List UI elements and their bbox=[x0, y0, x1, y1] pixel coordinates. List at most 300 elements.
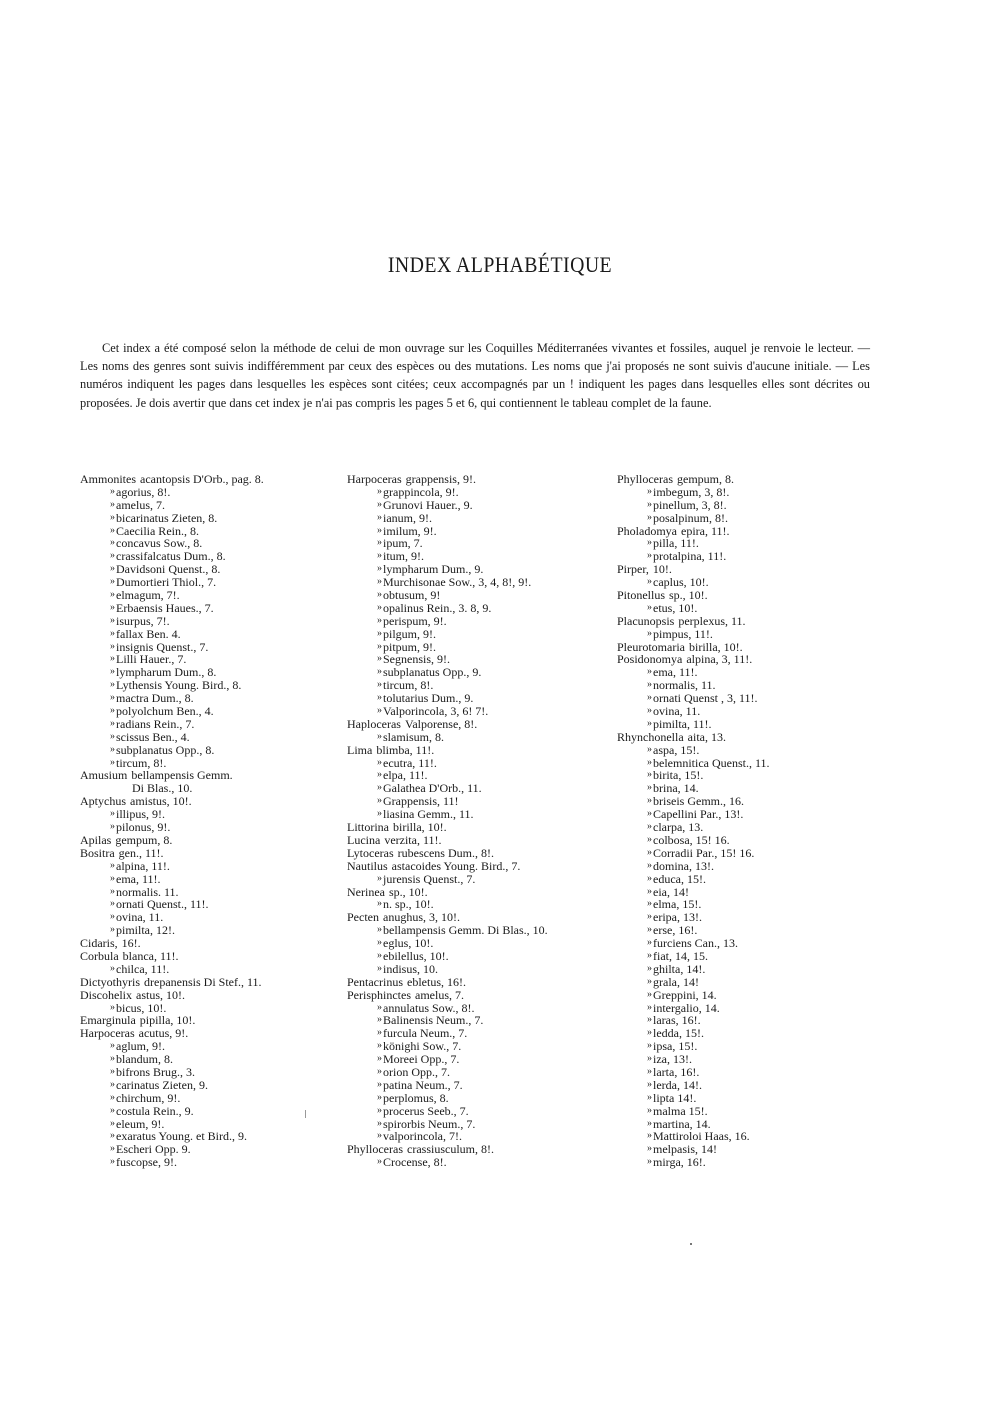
print-speck bbox=[305, 1110, 306, 1118]
ditto-mark: » bbox=[110, 614, 115, 626]
species-text: indisus, 10. bbox=[383, 961, 439, 976]
species-text: carinatus Zieten, 9. bbox=[116, 1077, 208, 1092]
species-text: grappensis, 9!. bbox=[405, 472, 476, 486]
species-text: ianum, 9!. bbox=[383, 510, 432, 525]
ditto-mark: » bbox=[647, 962, 652, 974]
genus-name: Pholadomya bbox=[617, 523, 677, 538]
species-text: erse, 16!. bbox=[653, 923, 698, 938]
ditto-mark: » bbox=[377, 1014, 382, 1026]
ditto-mark: » bbox=[110, 1130, 115, 1142]
ditto-mark: » bbox=[647, 1065, 652, 1077]
species-text: amistus, 10!. bbox=[130, 794, 192, 809]
genus-name: Lucina bbox=[347, 832, 381, 847]
ditto-mark: » bbox=[110, 717, 115, 729]
ditto-mark: » bbox=[647, 537, 652, 549]
ditto-mark: » bbox=[377, 627, 382, 639]
ditto-mark: » bbox=[110, 576, 115, 588]
species-text: Capellini Par., 13!. bbox=[653, 807, 744, 822]
index-entry bbox=[80, 757, 345, 770]
species-text: perispum, 9!. bbox=[383, 613, 447, 628]
genus-name: Dictyothyris bbox=[80, 974, 140, 989]
ditto-mark: » bbox=[647, 485, 652, 497]
species-text: eglus, 10!. bbox=[383, 936, 434, 951]
ditto-mark: » bbox=[110, 1065, 115, 1077]
ditto-mark: » bbox=[647, 1014, 652, 1026]
species-text: brina, 14. bbox=[653, 781, 699, 796]
ditto-mark: » bbox=[647, 782, 652, 794]
genus-name: Perisphinctes bbox=[347, 987, 411, 1002]
species-text: eripa, 13!. bbox=[653, 910, 702, 925]
species-text: mirga, 16!. bbox=[653, 1155, 706, 1170]
species-text: Lilli Hauer., 7. bbox=[116, 652, 187, 667]
species-text: spirorbis Neum., 7. bbox=[383, 1116, 476, 1131]
species-text: perplexus, 11. bbox=[678, 613, 746, 628]
species-text: lympharum Dum., 9. bbox=[383, 562, 484, 577]
species-text: pimilta, 11!. bbox=[653, 716, 712, 731]
species-text: birita, 15!. bbox=[653, 768, 704, 783]
index-entry bbox=[347, 1130, 615, 1143]
index-entry bbox=[617, 602, 887, 615]
species-text: polyolchum Ben., 4. bbox=[116, 704, 214, 719]
genus-name: Harpoceras bbox=[347, 472, 402, 486]
ditto-mark: » bbox=[377, 1040, 382, 1052]
ditto-mark: » bbox=[647, 666, 652, 678]
genus-name: Emarginula bbox=[80, 1013, 136, 1028]
species-text: pilgum, 9!. bbox=[383, 626, 436, 641]
ditto-mark: » bbox=[110, 601, 115, 613]
genus-name: Haploceras bbox=[347, 716, 401, 731]
ditto-mark: » bbox=[647, 846, 652, 858]
ditto-mark: » bbox=[647, 679, 652, 691]
genus-name: Posidonomya bbox=[617, 652, 683, 667]
ditto-mark: » bbox=[110, 1040, 115, 1052]
index-entry bbox=[80, 963, 345, 976]
index-entry bbox=[617, 512, 887, 525]
species-text: agorius, 8!. bbox=[116, 484, 171, 499]
ditto-mark: » bbox=[377, 653, 382, 665]
ditto-mark: » bbox=[377, 537, 382, 549]
index-entry bbox=[617, 550, 887, 563]
species-text: scissus Ben., 4. bbox=[116, 729, 190, 744]
species-text: Murchisonae Sow., 3, 4, 8!, 9!. bbox=[383, 575, 532, 590]
ditto-mark: » bbox=[647, 885, 652, 897]
species-text: bellampensis Gemm. Di Blas., 10. bbox=[383, 923, 548, 938]
species-text: astacoides Young. Bird., 7. bbox=[391, 858, 521, 873]
species-text: aita, 13. bbox=[687, 729, 726, 744]
ditto-mark: » bbox=[377, 705, 382, 717]
genus-name: Rhynchonella bbox=[617, 729, 684, 744]
ditto-mark: » bbox=[377, 1027, 382, 1039]
species-text: larta, 16!. bbox=[653, 1064, 700, 1079]
ditto-mark: » bbox=[377, 550, 382, 562]
ditto-mark: » bbox=[647, 498, 652, 510]
species-text: liasina Gemm., 11. bbox=[383, 807, 474, 822]
species-text: ebletus, 16!. bbox=[407, 974, 466, 989]
species-text: tolutarius Dum., 9. bbox=[383, 691, 474, 706]
species-text: belemnitica Quenst., 11. bbox=[653, 755, 770, 770]
index-entry bbox=[80, 924, 345, 937]
index-entry bbox=[347, 873, 615, 886]
species-text: acutus, 9!. bbox=[138, 1026, 189, 1041]
ditto-mark: » bbox=[110, 537, 115, 549]
species-text: ornati Quenst , 3, 11!. bbox=[653, 691, 758, 706]
ditto-mark: » bbox=[110, 679, 115, 691]
ditto-mark: » bbox=[110, 743, 115, 755]
ditto-mark: » bbox=[377, 601, 382, 613]
ditto-mark: » bbox=[647, 949, 652, 961]
species-text: ema, 11!. bbox=[653, 665, 698, 680]
ditto-mark: » bbox=[110, 1143, 115, 1155]
species-text: malma 15!. bbox=[653, 1103, 708, 1118]
ditto-mark: » bbox=[647, 821, 652, 833]
species-text: imbegum, 3, 8!. bbox=[653, 484, 730, 499]
species-text: grala, 14! bbox=[653, 974, 699, 989]
ditto-mark: » bbox=[377, 1053, 382, 1065]
species-text: procerus Seeb., 7. bbox=[383, 1103, 469, 1118]
ditto-mark: » bbox=[377, 679, 382, 691]
ditto-mark: » bbox=[110, 808, 115, 820]
species-text: pilla, 11!. bbox=[653, 536, 699, 551]
species-text: imilum, 9!. bbox=[383, 523, 437, 538]
ditto-mark: » bbox=[110, 962, 115, 974]
species-text: martina, 14. bbox=[653, 1116, 711, 1131]
species-text: obtusum, 9! bbox=[383, 588, 441, 603]
species-text: Lythensis Young. Bird., 8. bbox=[116, 678, 242, 693]
ditto-mark: » bbox=[110, 627, 115, 639]
species-text: jurensis Quenst., 7. bbox=[383, 871, 476, 886]
species-text: eleum, 9!. bbox=[116, 1116, 165, 1131]
ditto-mark: » bbox=[647, 743, 652, 755]
species-text: birilla, 10!. bbox=[393, 820, 447, 835]
ditto-mark: » bbox=[377, 795, 382, 807]
genus-name: Pecten bbox=[347, 910, 379, 925]
ditto-mark: » bbox=[110, 653, 115, 665]
ditto-mark: » bbox=[647, 1143, 652, 1155]
species-text: ledda, 15!. bbox=[653, 1026, 704, 1041]
species-text: illipus, 9!. bbox=[116, 807, 166, 822]
species-text: ghilta, 14!. bbox=[653, 961, 706, 976]
index-entry bbox=[80, 821, 345, 834]
ditto-mark: » bbox=[110, 872, 115, 884]
species-text: bellampensis Gemm. bbox=[131, 768, 233, 783]
species-text: pilonus, 9!. bbox=[116, 820, 171, 835]
index-entry bbox=[617, 718, 887, 731]
species-text: concavus Sow., 8. bbox=[116, 536, 203, 551]
ditto-mark: » bbox=[110, 885, 115, 897]
species-text: crassifalcatus Dum., 8. bbox=[116, 549, 226, 564]
ditto-mark: » bbox=[110, 756, 115, 768]
ditto-mark: » bbox=[647, 511, 652, 523]
genus-name: Corbula bbox=[80, 948, 119, 963]
species-text: domina, 13!. bbox=[653, 858, 714, 873]
species-text: astus, 10!. bbox=[136, 987, 185, 1002]
species-text: normalis. 11. bbox=[116, 884, 179, 899]
species-text: tircum, 8!. bbox=[383, 678, 434, 693]
genus-name: Bositra bbox=[80, 845, 115, 860]
species-text: amelus, 7. bbox=[415, 987, 464, 1002]
genus-name: Pentacrinus bbox=[347, 974, 403, 989]
ditto-mark: » bbox=[647, 1117, 652, 1129]
species-text: intergalio, 14. bbox=[653, 1000, 720, 1015]
genus-name: Placunopsis bbox=[617, 613, 675, 628]
species-text: isurpus, 7!. bbox=[116, 613, 170, 628]
species-text: tircum, 8!. bbox=[116, 755, 167, 770]
species-text: caplus, 10!. bbox=[653, 575, 709, 590]
index-entry bbox=[80, 834, 345, 847]
ditto-mark: » bbox=[110, 589, 115, 601]
species-text: exaratus Young. et Bird., 9. bbox=[116, 1129, 247, 1144]
species-text: pitpum, 9!. bbox=[383, 639, 436, 654]
ditto-mark: » bbox=[647, 627, 652, 639]
index-entry bbox=[347, 731, 615, 744]
ditto-mark: » bbox=[110, 1117, 115, 1129]
ditto-mark: » bbox=[377, 692, 382, 704]
ditto-mark: » bbox=[110, 705, 115, 717]
species-text: gempum, 8. bbox=[115, 832, 173, 847]
species-text: bicus, 10!. bbox=[116, 1000, 167, 1015]
species-text: ecutra, 11!. bbox=[383, 755, 437, 770]
ditto-mark: » bbox=[377, 756, 382, 768]
species-text: ovina, 11. bbox=[116, 910, 164, 925]
ditto-mark: » bbox=[647, 937, 652, 949]
ditto-mark: » bbox=[647, 975, 652, 987]
species-text: ipum, 7. bbox=[383, 536, 423, 551]
index-entry bbox=[80, 1002, 345, 1015]
species-text: Dumortieri Thiol., 7. bbox=[116, 575, 217, 590]
species-text: bifrons Brug., 3. bbox=[116, 1064, 195, 1079]
species-text: furciens Can., 13. bbox=[653, 936, 738, 951]
ditto-mark: » bbox=[377, 576, 382, 588]
ditto-mark: » bbox=[377, 614, 382, 626]
ditto-mark: » bbox=[647, 924, 652, 936]
species-text: Escheri Opp. 9. bbox=[116, 1142, 191, 1157]
ditto-mark: » bbox=[110, 859, 115, 871]
index-entry bbox=[347, 898, 615, 911]
species-text: 16!. bbox=[121, 936, 141, 951]
genus-name: Amusium bbox=[80, 768, 128, 783]
species-text: perplomus, 8. bbox=[383, 1090, 449, 1105]
index-column-2 bbox=[347, 473, 615, 1169]
species-text: alpina, 3, 11!. bbox=[686, 652, 753, 667]
ditto-mark: » bbox=[110, 692, 115, 704]
species-text: eia, 14! bbox=[653, 884, 689, 899]
ditto-mark: » bbox=[377, 782, 382, 794]
ditto-mark: » bbox=[110, 911, 115, 923]
ditto-mark: » bbox=[377, 485, 382, 497]
species-text: subplanatus Opp., 8. bbox=[116, 742, 215, 757]
species-text: protalpina, 11!. bbox=[653, 549, 727, 564]
species-text: laras, 16!. bbox=[653, 1013, 701, 1028]
ditto-mark: » bbox=[647, 576, 652, 588]
ditto-mark: » bbox=[377, 498, 382, 510]
species-text: fiat, 14, 15. bbox=[653, 948, 708, 963]
species-text: Segnensis, 9!. bbox=[383, 652, 450, 667]
ditto-mark: » bbox=[647, 601, 652, 613]
species-text: Davidsoni Quenst., 8. bbox=[116, 562, 221, 577]
ditto-mark: » bbox=[110, 666, 115, 678]
species-text: slamisum, 8. bbox=[383, 729, 445, 744]
index-entry bbox=[80, 769, 345, 782]
species-text: bicarinatus Zieten, 8. bbox=[116, 510, 218, 525]
genus-name: Phylloceras bbox=[347, 1142, 403, 1157]
species-text: epira, 11!. bbox=[681, 523, 730, 538]
species-text: Caecilia Rein., 8. bbox=[116, 523, 199, 538]
ditto-mark: » bbox=[377, 1065, 382, 1077]
index-column-1 bbox=[80, 473, 345, 1169]
ditto-mark: » bbox=[377, 640, 382, 652]
index-entry bbox=[347, 1156, 615, 1169]
genus-name: Aptychus bbox=[80, 794, 126, 809]
species-text: annulatus Sow., 8!. bbox=[383, 1000, 475, 1015]
genus-name: Ammonites bbox=[80, 472, 136, 486]
species-text: elma, 15!. bbox=[653, 897, 702, 912]
ditto-mark: » bbox=[110, 1091, 115, 1103]
ditto-mark: » bbox=[377, 1130, 382, 1142]
genus-name: Pleurotomaria bbox=[617, 639, 685, 654]
species-text: Moreei Opp., 7. bbox=[383, 1052, 460, 1067]
ditto-mark: » bbox=[647, 705, 652, 717]
index-entry bbox=[617, 1156, 887, 1169]
species-text: melpasis, 14! bbox=[653, 1142, 717, 1157]
species-text: etus, 10!. bbox=[653, 600, 698, 615]
species-text: Mattiroloi Haas, 16. bbox=[653, 1129, 750, 1144]
genus-name: Littorina bbox=[347, 820, 389, 835]
species-text: verzita, 11!. bbox=[384, 832, 442, 847]
genus-name: Phylloceras bbox=[617, 472, 673, 486]
species-text: ipsa, 15!. bbox=[653, 1039, 698, 1054]
species-text: Grunovi Hauer., 9. bbox=[383, 497, 473, 512]
species-text: Grappensis, 11! bbox=[383, 794, 459, 809]
species-text: ebilellus, 10!. bbox=[383, 948, 449, 963]
species-text: Erbaensis Haues., 7. bbox=[116, 600, 214, 615]
species-text: briseis Gemm., 16. bbox=[653, 794, 744, 809]
species-text: pimilta, 12!. bbox=[116, 923, 175, 938]
species-text: lerda, 14!. bbox=[653, 1077, 702, 1092]
ditto-mark: » bbox=[110, 1001, 115, 1013]
ditto-mark: » bbox=[647, 911, 652, 923]
ditto-mark: » bbox=[647, 833, 652, 845]
ditto-mark: » bbox=[647, 550, 652, 562]
species-text: Valporense, 8!. bbox=[404, 716, 478, 731]
genus-name: Lima bbox=[347, 742, 373, 757]
ditto-mark: » bbox=[377, 872, 382, 884]
ditto-mark: » bbox=[377, 1078, 382, 1090]
genus-name: Nerinea bbox=[347, 884, 385, 899]
ditto-mark: » bbox=[647, 756, 652, 768]
species-text: itum, 9!. bbox=[383, 549, 424, 564]
species-text: sp., 10!. bbox=[669, 588, 708, 603]
species-text: rubescens Dum., 8!. bbox=[397, 845, 494, 860]
species-text: insignis Quenst., 7. bbox=[116, 639, 209, 654]
species-text: elmagum, 7!. bbox=[116, 588, 180, 603]
species-text: acantopsis D'Orb., pag. 8. bbox=[140, 472, 264, 486]
species-text: pipilla, 10!. bbox=[139, 1013, 196, 1028]
ditto-mark: » bbox=[647, 872, 652, 884]
species-text: Valporincola, 3, 6! 7!. bbox=[383, 704, 489, 719]
species-text: opalinus Rein., 3. 8, 9. bbox=[383, 600, 492, 615]
species-text: drepanensis Di Stef., 11. bbox=[144, 974, 262, 989]
species-text: iza, 13!. bbox=[653, 1052, 692, 1067]
ditto-mark: » bbox=[110, 550, 115, 562]
species-text: gempum, 8. bbox=[677, 472, 734, 486]
ditto-mark: » bbox=[647, 1078, 652, 1090]
species-text: Corradii Par., 15! 16. bbox=[653, 845, 755, 860]
species-text: pinellum, 3, 8!. bbox=[653, 497, 727, 512]
ditto-mark: » bbox=[647, 769, 652, 781]
ditto-mark: » bbox=[647, 1156, 652, 1168]
species-text: anughus, 3, 10!. bbox=[383, 910, 460, 925]
ditto-mark: » bbox=[110, 485, 115, 497]
ditto-mark: » bbox=[377, 1001, 382, 1013]
ditto-mark: » bbox=[110, 898, 115, 910]
species-text: könighi Sow., 7. bbox=[383, 1039, 462, 1054]
ditto-mark: » bbox=[647, 1027, 652, 1039]
ditto-mark: » bbox=[647, 692, 652, 704]
ditto-mark: » bbox=[647, 717, 652, 729]
ditto-mark: » bbox=[377, 1091, 382, 1103]
species-text: lympharum Dum., 8. bbox=[116, 665, 217, 680]
species-text: blanca, 11!. bbox=[122, 948, 179, 963]
species-text: Crocense, 8!. bbox=[383, 1155, 447, 1170]
species-text: aglum, 9!. bbox=[116, 1039, 165, 1054]
ditto-mark: » bbox=[647, 1053, 652, 1065]
page-title: INDEX ALPHABÉTIQUE bbox=[387, 252, 613, 277]
ditto-mark: » bbox=[647, 859, 652, 871]
index-entry bbox=[347, 808, 615, 821]
species-text: colbosa, 15! 16. bbox=[653, 832, 730, 847]
ditto-mark: » bbox=[377, 924, 382, 936]
species-text: crassiusculum, 8!. bbox=[407, 1142, 494, 1157]
species-text: ema, 11!. bbox=[116, 871, 161, 886]
species-text: fuscopse, 9!. bbox=[116, 1155, 177, 1170]
species-text: lipta 14!. bbox=[653, 1090, 697, 1105]
ditto-mark: » bbox=[377, 524, 382, 536]
species-text: birilla, 10!. bbox=[688, 639, 743, 654]
index-entry bbox=[347, 963, 615, 976]
ditto-mark: » bbox=[647, 808, 652, 820]
ditto-mark: » bbox=[110, 524, 115, 536]
species-text: alpina, 11!. bbox=[116, 858, 170, 873]
species-text: amelus, 7. bbox=[116, 497, 165, 512]
ditto-mark: » bbox=[377, 962, 382, 974]
genus-name: Nautilus bbox=[347, 858, 388, 873]
species-text: 10!. bbox=[652, 562, 672, 577]
ditto-mark: » bbox=[647, 1040, 652, 1052]
species-text: Balinensis Neum., 7. bbox=[383, 1013, 484, 1028]
species-text: sp., 10!. bbox=[388, 884, 428, 899]
ditto-mark: » bbox=[377, 511, 382, 523]
species-text: chirchum, 9!. bbox=[116, 1090, 181, 1105]
ditto-mark: » bbox=[110, 1053, 115, 1065]
index-entry bbox=[617, 628, 887, 641]
ditto-mark: » bbox=[647, 898, 652, 910]
genus-name: Cidaris, bbox=[80, 936, 118, 951]
ditto-mark: » bbox=[377, 937, 382, 949]
ditto-mark: » bbox=[647, 1091, 652, 1103]
ditto-mark: » bbox=[110, 511, 115, 523]
index-entry bbox=[80, 1156, 345, 1169]
ditto-mark: » bbox=[110, 640, 115, 652]
genus-name: Apilas bbox=[80, 832, 112, 847]
ditto-mark: » bbox=[110, 730, 115, 742]
genus-name: Pirper, bbox=[617, 562, 649, 577]
species-text: mactra Dum., 8. bbox=[116, 691, 194, 706]
species-text: fallax Ben. 4. bbox=[116, 626, 181, 641]
species-text: posalpinum, 8!. bbox=[653, 510, 728, 525]
print-speck bbox=[690, 1243, 692, 1245]
genus-name: Pitonellus bbox=[617, 588, 666, 603]
ditto-mark: » bbox=[110, 1078, 115, 1090]
